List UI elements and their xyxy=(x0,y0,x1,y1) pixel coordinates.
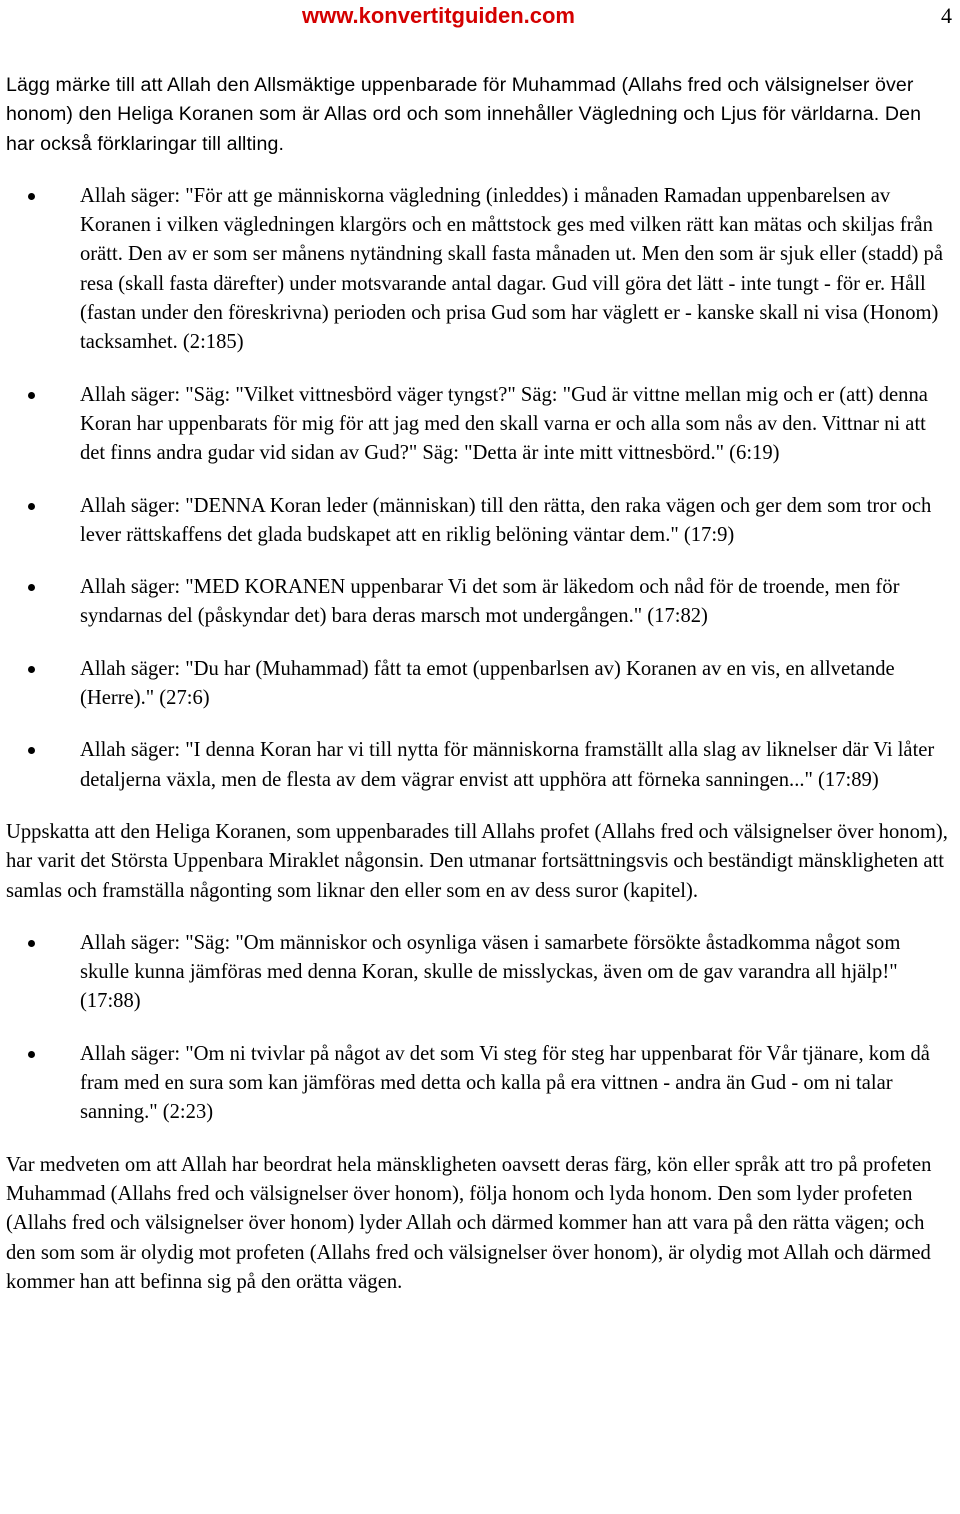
middle-paragraph: Uppskatta att den Heliga Koranen, som uppenbarades till Allahs profet (Allahs fred och välsignelser över honom), har varit det Största Uppenbara Miraklet någonsin. Den utmanar fortsättningsvis och beständigt mänskligheten att samlas och framställa någonting som liknar den eller som en av dess suror (kapitel). xyxy=(6,820,948,902)
quote-text: Allah säger: "MED KORANEN uppenbarar Vi det som är läkedom och nåd för de troende, men för syndarnas del (påskyndar det) bara deras marsch mot undergången." (17:82) xyxy=(80,576,900,628)
bullet-icon xyxy=(28,940,35,947)
quote-text: Allah säger: "För att ge människorna vägledning (inleddes) i månaden Ramadan uppenbarelsen av Koranen i vilken vägledningen klargörs och en måttstock ges med vilken rätt kan mätas och skiljas från orätt. Den av er som ser månens nytändning skall fasta månaden ut. Men den som är sjuk eller (stadd) på resa (skall fasta därefter) under motsvarande antal dagar. Gud vill göra det lätt - inte tungt - för er. Håll (fastan under den föreskrivna) perioden och prisa Gud som har väglett er - kanske skall ni visa (Honom) tacksamhet. (2:185) xyxy=(80,184,943,354)
intro-paragraph: Lägg märke till att Allah den Allsmäktige uppenbarade för Muhammad (Allahs fred och välsignelser över honom) den Heliga Koranen som är Allas ord och som innehåller Vägledning och Ljus för världarna. Den har också förklaringar till allting. xyxy=(6,74,922,155)
list-item xyxy=(6,182,954,358)
bullet-icon xyxy=(28,747,35,754)
list-item xyxy=(6,381,954,469)
quote-text: Allah säger: "Du har (Muhammad) fått ta emot (uppenbarlsen av) Koranen av en vis, en allvetande (Herre)." (27:6) xyxy=(80,657,895,710)
quote-text: Allah säger: "DENNA Koran leder (människan) till den rätta, den raka vägen och ger dem som tror och lever rättskaffens det glada budskapet att en riklig belöning väntar dem." (17:9) xyxy=(80,494,932,546)
bullet-icon xyxy=(28,392,35,399)
bullet-icon xyxy=(28,1051,35,1058)
list-item xyxy=(6,573,954,632)
quote-text: Allah säger: "Säg: "Om människor och osynliga väsen i samarbete försökte åstadkomma något som skulle kunna jämföras med denna Koran, skulle de misslyckas, även om de gav varandra all hjälp!" (17:88) xyxy=(80,931,901,1013)
closing-paragraph: Var medveten om att Allah har beordrat hela mänskligheten oavsett deras färg, kön eller språk att tro på profeten Muhammad (Allahs fred och välsignelser över honom), följa honom och lyda honom. Den som lyder profeten (Allahs fred och välsignelser över honom) lyder Allah och därmed kommer han att vara på den rätta vägen; och den som som är olydig mot profeten (Allahs fred och välsignelser över honom), är olydig mot Allah och därmed kommer han att befinna sig på den orätta vägen. xyxy=(6,1153,932,1293)
list-item xyxy=(6,929,954,1017)
quote-text: Allah säger: "I denna Koran har vi till nytta för människorna framställt alla slag av liknelser där Vi låter detaljerna växla, men de flesta av dem vägrar envist att upphöra att förneka sanningen..." (17:89) xyxy=(80,739,935,791)
list-item xyxy=(6,492,954,551)
page-header xyxy=(0,2,960,30)
bullet-icon xyxy=(28,584,35,591)
site-url-link[interactable]: www.konvertitguiden.com xyxy=(302,3,575,28)
quote-list-1 xyxy=(6,182,954,795)
page-number: 4 xyxy=(941,3,952,28)
bullet-icon xyxy=(28,193,35,200)
list-item xyxy=(6,655,954,714)
quote-list-2 xyxy=(6,929,954,1128)
list-item xyxy=(6,736,954,795)
quote-text: Allah säger: "Säg: "Vilket vittnesbörd väger tyngst?" Säg: "Gud är vittne mellan mig och er (att) denna Koran har uppenbarats för mig för att jag med den skall varna er och alla som nås av den. Vittnar ni att det finns andra gudar vid sidan av Gud?" Säg: "Detta är inte mitt vittnesbörd." (6:19) xyxy=(80,383,928,465)
quote-text: Allah säger: "Om ni tvivlar på något av det som Vi steg för steg har uppenbarat för Vår tjänare, kom då fram med en sura som kan jämföras med detta och kalla på era vittnen - andra än Gud - om ni talar sanning." (2:23) xyxy=(80,1042,930,1124)
document-body xyxy=(6,71,954,1320)
list-item xyxy=(6,1040,954,1128)
bullet-icon xyxy=(28,503,35,510)
bullet-icon xyxy=(28,666,35,673)
